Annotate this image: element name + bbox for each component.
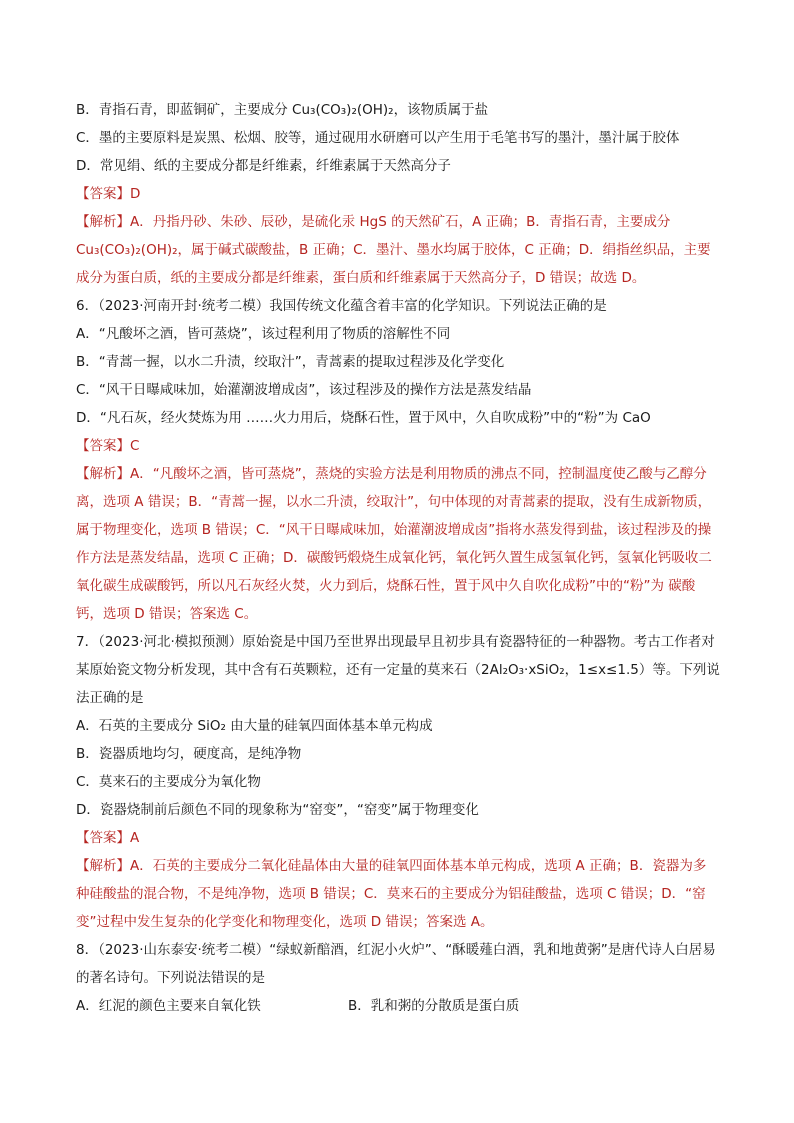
q7-stem-line-3: 法正确的是 [76, 690, 144, 706]
q7-option-d: D．瓷器烧制前后颜色不同的现象称为“窑变”，“窑变”属于物理变化 [76, 802, 479, 818]
q8-options-row [76, 992, 726, 1020]
q7-stem-line-2: 某原始瓷文物分析发现，其中含有石英颗粒，还有一定量的莫来石（2Al₂O₃·xSiO₂，1≤x≤1.5）等。下列说 [76, 662, 720, 678]
q5-option-c: C．墨的主要原料是炭黑、松烟、胶等，通过砚用水研磨可以产生用于毛笔书写的墨汁，墨汁属于胶体 [76, 130, 680, 146]
q6-analysis-line-5: 氧化碳生成碳酸钙，所以凡石灰经火焚，火力到后，烧酥石性，置于风中久自吹化成粉”中的“粉”为 碳酸 [76, 578, 696, 594]
q6-answer: 【答案】C [76, 438, 140, 454]
q7-option-b: B．瓷器质地均匀，硬度高，是纯净物 [76, 746, 302, 762]
q7-option-c: C．莫来石的主要成分为氧化物 [76, 774, 261, 790]
q8-stem-line-2: 的著名诗句。下列说法错误的是 [76, 970, 265, 986]
q7-analysis-line-2: 种硅酸盐的混合物，不是纯净物，选项 B 错误；C．莫来石的主要成分为铝硅酸盐，选项 C 错误；D．“窑 [76, 886, 706, 902]
q6-analysis-line-6: 钙，选项 D 错误；答案选 C。 [76, 606, 258, 622]
q5-option-b: B．青指石青，即蓝铜矿，主要成分 Cu₃(CO₃)₂(OH)₂，该物质属于盐 [76, 102, 489, 118]
q5-analysis-line-2: Cu₃(CO₃)₂(OH)₂，属于碱式碳酸盐，B 正确；C．墨汁、墨水均属于胶体，C 正确；D．绢指丝织品，主要 [76, 242, 711, 258]
q5-analysis-line-1: 【解析】A．丹指丹砂、朱砂、辰砂，是硫化汞 HgS 的天然矿石，A 正确；B．青指石青，主要成分 [76, 214, 671, 230]
q5-analysis-line-3: 成分为蛋白质，纸的主要成分都是纤维素，蛋白质和纤维素属于天然高分子，D 错误；故选 D。 [76, 270, 646, 286]
q8-option-a: A．红泥的颜色主要来自氧化铁 [76, 998, 261, 1014]
q6-option-a: A．“凡酸坏之酒，皆可蒸烧”，该过程利用了物质的溶解性不同 [76, 326, 451, 342]
q8-option-b: B．乳和粥的分散质是蛋白质 [348, 998, 520, 1014]
q6-stem: 6．（2023·河南开封·统考二模）我国传统文化蕴含着丰富的化学知识。下列说法正确的是 [76, 298, 607, 314]
q5-answer: 【答案】D [76, 186, 141, 202]
q6-option-c: C．“风干日曝咸味加，始灌潮波增成卤”，该过程涉及的操作方法是蒸发结晶 [76, 382, 532, 398]
q6-analysis-line-3: 属于物理变化，选项 B 错误；C．“风干日曝咸味加，始灌潮波增成卤”指将水蒸发得到盐，该过程涉及的操 [76, 522, 712, 538]
q6-analysis-line-2: 离，选项 A 错误；B．“青蒿一握，以水二升渍，绞取汁”，句中体现的对青蒿素的提取，没有生成新物质， [76, 494, 712, 510]
q5-option-d: D．常见绢、纸的主要成分都是纤维素，纤维素属于天然高分子 [76, 158, 451, 174]
q6-option-d: D．“凡石灰，经火焚炼为用 ……火力用后，烧酥石性，置于风中，久自吹成粉”中的“粉”为 CaO [76, 410, 651, 426]
q7-answer: 【答案】A [76, 830, 140, 846]
q8-stem-line-1: 8．（2023·山东泰安·统考二模）“绿蚁新醅酒，红泥小火炉”、“酥暖薤白酒，乳和地黄粥”是唐代诗人白居易 [76, 942, 716, 958]
q7-stem-line-1: 7．（2023·河北·模拟预测）原始瓷是中国乃至世界出现最早且初步具有瓷器特征的一种器物。考古工作者对 [76, 634, 715, 650]
q7-analysis-line-1: 【解析】A．石英的主要成分二氧化硅晶体由大量的硅氧四面体基本单元构成，选项 A 正确；B．瓷器为多 [76, 858, 707, 874]
q6-option-b: B．“青蒿一握，以水二升渍，绞取汁”，青蒿素的提取过程涉及化学变化 [76, 354, 505, 370]
q6-analysis-line-4: 作方法是蒸发结晶，选项 C 正确；D．碳酸钙煅烧生成氧化钙，氧化钙久置生成氢氧化钙，氢氧化钙吸收二 [76, 550, 712, 566]
q6-analysis-line-1: 【解析】A．“凡酸坏之酒，皆可蒸烧”，蒸烧的实验方法是利用物质的沸点不同，控制温度使乙酸与乙醇分 [76, 466, 707, 482]
q7-analysis-line-3: 变”过程中发生复杂的化学变化和物理变化，选项 D 错误；答案选 A。 [76, 914, 494, 930]
q7-option-a: A．石英的主要成分 SiO₂ 由大量的硅氧四面体基本单元构成 [76, 718, 433, 734]
document-body [76, 96, 726, 1020]
